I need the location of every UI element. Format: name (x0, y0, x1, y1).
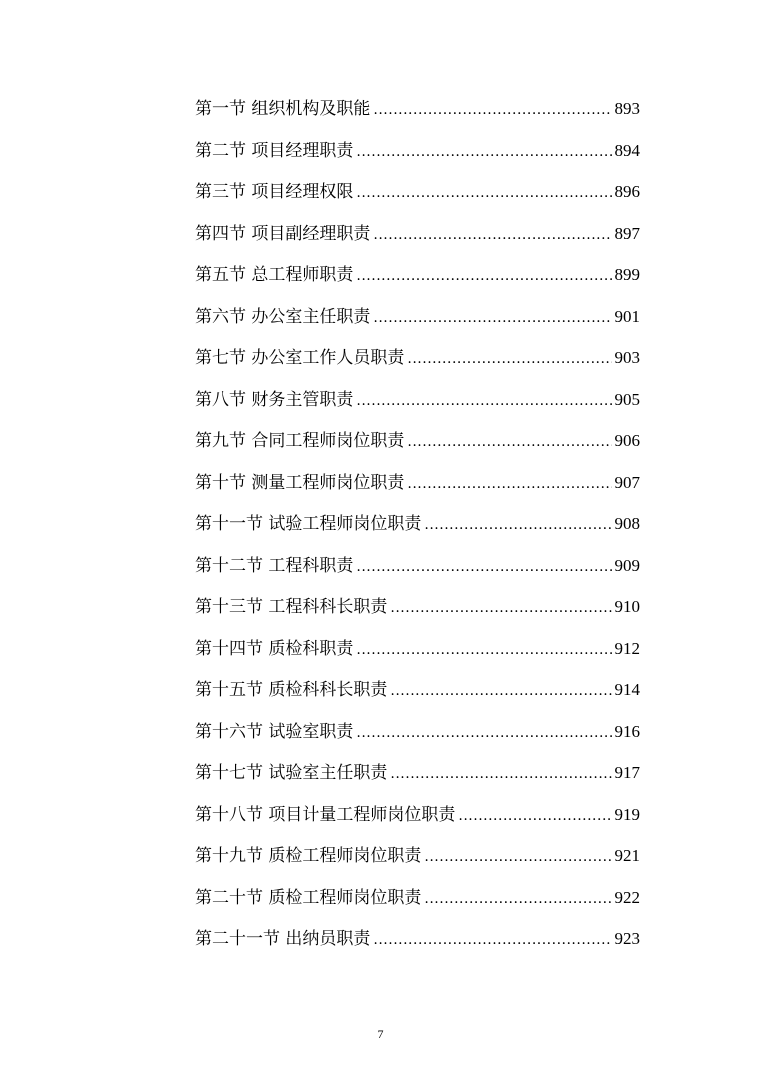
toc-entry[interactable] (195, 384, 640, 426)
toc-entry-title: 第十一节 试验工程师岗位职责 (195, 514, 422, 534)
toc-page-number: 901 (614, 306, 640, 326)
toc-entry[interactable] (195, 674, 640, 716)
toc-entry-title: 第十三节 工程科科长职责 (195, 597, 388, 617)
toc-entry[interactable] (195, 840, 640, 882)
toc-dot-leader (390, 592, 611, 624)
toc-entry[interactable] (195, 716, 640, 758)
toc-entry[interactable] (195, 467, 640, 509)
toc-entry-title: 第十九节 质检工程师岗位职责 (195, 846, 422, 866)
toc-dot-leader (407, 343, 611, 375)
table-of-contents (195, 93, 640, 965)
toc-entry-title: 第七节 办公室工作人员职责 (195, 348, 405, 368)
toc-page-number: 905 (614, 389, 640, 409)
toc-page-number: 919 (614, 804, 640, 824)
toc-dot-leader (356, 177, 611, 209)
toc-entry[interactable] (195, 176, 640, 218)
toc-page-number: 921 (614, 846, 640, 865)
toc-entry-title: 第五节 总工程师职责 (195, 265, 354, 285)
toc-page-number: 912 (614, 638, 640, 658)
toc-page-number: 907 (614, 472, 640, 492)
toc-entry-title: 第十七节 试验室主任职责 (195, 763, 388, 783)
toc-entry[interactable] (195, 799, 640, 841)
toc-entry-title: 第三节 项目经理权限 (195, 182, 354, 202)
toc-dot-leader (373, 302, 611, 334)
page-number: 7 (377, 1027, 384, 1041)
toc-dot-leader (373, 94, 611, 126)
toc-entry[interactable] (195, 633, 640, 675)
toc-page-number: 922 (614, 887, 640, 907)
toc-entry[interactable] (195, 259, 640, 301)
toc-page-number: 914 (614, 680, 640, 699)
toc-dot-leader (424, 841, 611, 873)
toc-entry[interactable] (195, 135, 640, 177)
toc-dot-leader (407, 426, 611, 458)
toc-entry-title: 第十节 测量工程师岗位职责 (195, 472, 405, 493)
toc-entry[interactable] (195, 218, 640, 260)
toc-entry-title: 第四节 项目副经理职责 (195, 223, 371, 244)
toc-page-number: 893 (614, 99, 640, 118)
toc-page-number: 908 (614, 514, 640, 533)
toc-dot-leader (390, 758, 611, 790)
toc-page-number: 906 (614, 431, 640, 450)
toc-page-number: 916 (614, 721, 640, 741)
toc-entry-title: 第十八节 项目计量工程师岗位职责 (195, 804, 456, 825)
toc-entry-title: 第九节 合同工程师岗位职责 (195, 431, 405, 451)
toc-entry-title: 第二十节 质检工程师岗位职责 (195, 887, 422, 908)
toc-page-number: 909 (614, 555, 640, 575)
toc-page-number: 894 (614, 140, 640, 160)
toc-entry-title: 第十六节 试验室职责 (195, 721, 354, 742)
toc-dot-leader (356, 136, 611, 168)
toc-dot-leader (373, 924, 611, 956)
toc-entry[interactable] (195, 923, 640, 965)
toc-entry[interactable] (195, 757, 640, 799)
toc-page-number: 903 (614, 348, 640, 367)
toc-entry[interactable] (195, 301, 640, 343)
toc-entry-title: 第十四节 质检科职责 (195, 638, 354, 659)
toc-dot-leader (356, 385, 611, 417)
toc-page-number: 897 (614, 223, 640, 243)
toc-dot-leader (356, 717, 611, 749)
toc-dot-leader (373, 219, 611, 251)
toc-dot-leader (458, 800, 611, 832)
toc-page-number: 923 (614, 929, 640, 948)
toc-page-number: 896 (614, 182, 640, 201)
toc-dot-leader (407, 468, 611, 500)
toc-page-number: 899 (614, 265, 640, 284)
toc-dot-leader (356, 551, 611, 583)
toc-dot-leader (424, 509, 611, 541)
toc-entry[interactable] (195, 550, 640, 592)
toc-entry[interactable] (195, 93, 640, 135)
toc-page-number: 910 (614, 597, 640, 616)
toc-entry[interactable] (195, 508, 640, 550)
toc-dot-leader (390, 675, 611, 707)
toc-entry-title: 第二节 项目经理职责 (195, 140, 354, 161)
toc-dot-leader (356, 634, 611, 666)
toc-entry[interactable] (195, 882, 640, 924)
toc-entry-title: 第二十一节 出纳员职责 (195, 929, 371, 949)
toc-entry-title: 第六节 办公室主任职责 (195, 306, 371, 327)
toc-dot-leader (424, 883, 611, 915)
toc-entry-title: 第十五节 质检科科长职责 (195, 680, 388, 700)
toc-dot-leader (356, 260, 611, 292)
toc-page-number: 917 (614, 763, 640, 782)
toc-entry-title: 第十二节 工程科职责 (195, 555, 354, 576)
toc-entry-title: 第八节 财务主管职责 (195, 389, 354, 410)
toc-entry[interactable] (195, 342, 640, 384)
toc-entry[interactable] (195, 591, 640, 633)
toc-entry-title: 第一节 组织机构及职能 (195, 99, 371, 119)
toc-entry[interactable] (195, 425, 640, 467)
